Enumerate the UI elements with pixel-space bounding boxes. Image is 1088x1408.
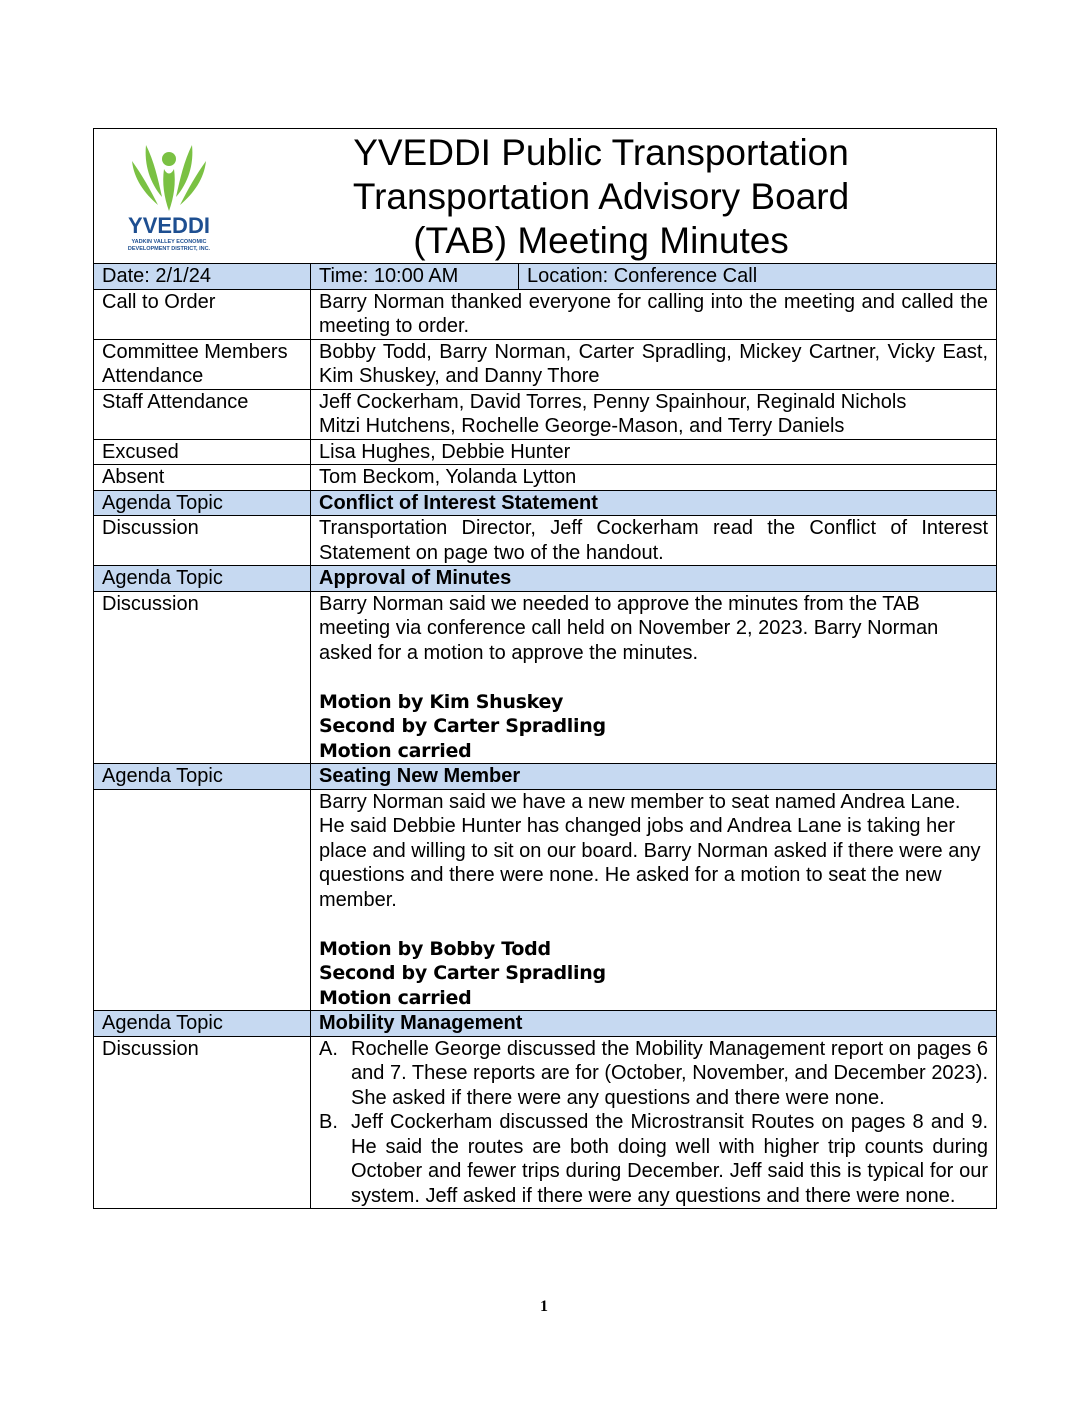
- discussion-text: Barry Norman said we have a new member to seat named Andrea Lane. He said Debbie Hunter has changed jobs and Andrea Lane is taking her place and willing to sit on our board. Barry Norman asked if there were any questions and there were none. He asked for a motion to seat the new member.: [319, 790, 981, 911]
- discussion-body: [311, 591, 997, 764]
- list-item-text: Jeff Cockerham discussed the Microstransit Routes on pages 8 and 9. He said the routes are both doing well with higher trip counts during October and fewer trips during December. Jeff said this is typical for our system. Jeff asked if there were any questions and there were none.: [351, 1111, 989, 1207]
- discussion-row: [94, 591, 997, 764]
- agenda-topic-title: Mobility Management: [311, 1011, 997, 1037]
- agenda-topic-title: Conflict of Interest Statement: [311, 490, 997, 516]
- agenda-topic-title: Seating New Member: [311, 764, 997, 790]
- agenda-topic-row: [94, 490, 997, 516]
- excused-row: [94, 439, 997, 465]
- row-label: Absent: [94, 465, 311, 491]
- agenda-topic-label: Agenda Topic: [94, 764, 311, 790]
- row-label: Committee Members Attendance: [94, 339, 311, 389]
- meeting-location: Location: Conference Call: [519, 264, 997, 290]
- call-to-order-row: [94, 289, 997, 339]
- list-marker: B.: [319, 1111, 338, 1133]
- staff-attendance-row: [94, 389, 997, 439]
- staff-line-2: Mitzi Hutchens, Rochelle George-Mason, and Terry Daniels: [319, 415, 845, 437]
- second-text: Second by Carter Spradling: [319, 715, 606, 737]
- discussion-label: Discussion: [94, 516, 311, 566]
- meeting-date: Date: 2/1/24: [94, 264, 311, 290]
- title-line-2: Transportation Advisory Board: [352, 176, 850, 217]
- row-label: Staff Attendance: [94, 389, 311, 439]
- list-item: [319, 1110, 988, 1208]
- second-text: Second by Carter Spradling: [319, 962, 606, 984]
- discussion-label: [94, 789, 311, 1011]
- logo-subtext-2: DEVELOPMENT DISTRICT, INC.: [127, 246, 211, 252]
- discussion-label: Discussion: [94, 1036, 311, 1209]
- discussion-text: Barry Norman said we needed to approve the minutes from the TAB meeting via conference call held on November 2, 2023. Barry Norman asked for a motion to approve the minutes.: [319, 592, 939, 664]
- list-marker: A.: [319, 1037, 338, 1060]
- row-text: [311, 389, 997, 439]
- discussion-text: Transportation Director, Jeff Cockerham read the Conflict of Interest Statement on page two of the handout.: [311, 516, 997, 566]
- document-title: [102, 129, 988, 263]
- meeting-time: Time: 10:00 AM: [311, 264, 519, 290]
- discussion-row: [94, 789, 997, 1011]
- agenda-topic-row: [94, 566, 997, 592]
- absent-row: [94, 465, 997, 491]
- motion-text: Motion by Bobby Todd: [319, 937, 551, 960]
- motion-text: Motion by Kim Shuskey: [319, 690, 564, 713]
- title-cell: [94, 129, 997, 264]
- agenda-topic-row: [94, 1011, 997, 1037]
- minutes-table: [93, 128, 997, 1209]
- agenda-topic-label: Agenda Topic: [94, 566, 311, 592]
- row-text: Bobby Todd, Barry Norman, Carter Spradling, Mickey Cartner, Vicky East, Kim Shuskey, and Danny Thore: [311, 339, 997, 389]
- meeting-info-row: [94, 264, 997, 290]
- discussion-label: Discussion: [94, 591, 311, 764]
- discussion-body: [311, 789, 997, 1011]
- title-line-3: (TAB) Meeting Minutes: [413, 220, 789, 261]
- committee-attendance-row: [94, 339, 997, 389]
- row-text: Tom Beckom, Yolanda Lytton: [311, 465, 997, 491]
- agenda-topic-title: Approval of Minutes: [311, 566, 997, 592]
- logo-subtext-1: YADKIN VALLEY ECONOMIC: [131, 239, 207, 245]
- motion-result: Motion carried: [319, 986, 472, 1009]
- yveddi-logo: [114, 135, 224, 253]
- agenda-topic-row: [94, 764, 997, 790]
- staff-line-1: Jeff Cockerham, David Torres, Penny Spainhour, Reginald Nichols: [319, 390, 907, 413]
- row-label: Excused: [94, 439, 311, 465]
- list-item: [319, 1037, 988, 1111]
- discussion-body: [311, 1036, 997, 1209]
- title-row: [94, 129, 997, 264]
- discussion-list: [319, 1037, 988, 1209]
- page-number: 1: [540, 1298, 548, 1315]
- title-line-1: YVEDDI Public Transportation: [353, 132, 849, 173]
- discussion-row: [94, 1036, 997, 1209]
- discussion-row: [94, 516, 997, 566]
- logo-text: YVEDDI: [128, 213, 210, 238]
- list-item-text: Rochelle George discussed the Mobility Management report on pages 6 and 7. These reports are for (October, November, and December 2023). She asked if there were any questions and there were none.: [351, 1037, 989, 1109]
- row-text: Barry Norman thanked everyone for calling into the meeting and called the meeting to order.: [311, 289, 997, 339]
- agenda-topic-label: Agenda Topic: [94, 490, 311, 516]
- row-label: Call to Order: [94, 289, 311, 339]
- motion-result: Motion carried: [319, 739, 472, 762]
- agenda-topic-label: Agenda Topic: [94, 1011, 311, 1037]
- row-text: Lisa Hughes, Debbie Hunter: [311, 439, 997, 465]
